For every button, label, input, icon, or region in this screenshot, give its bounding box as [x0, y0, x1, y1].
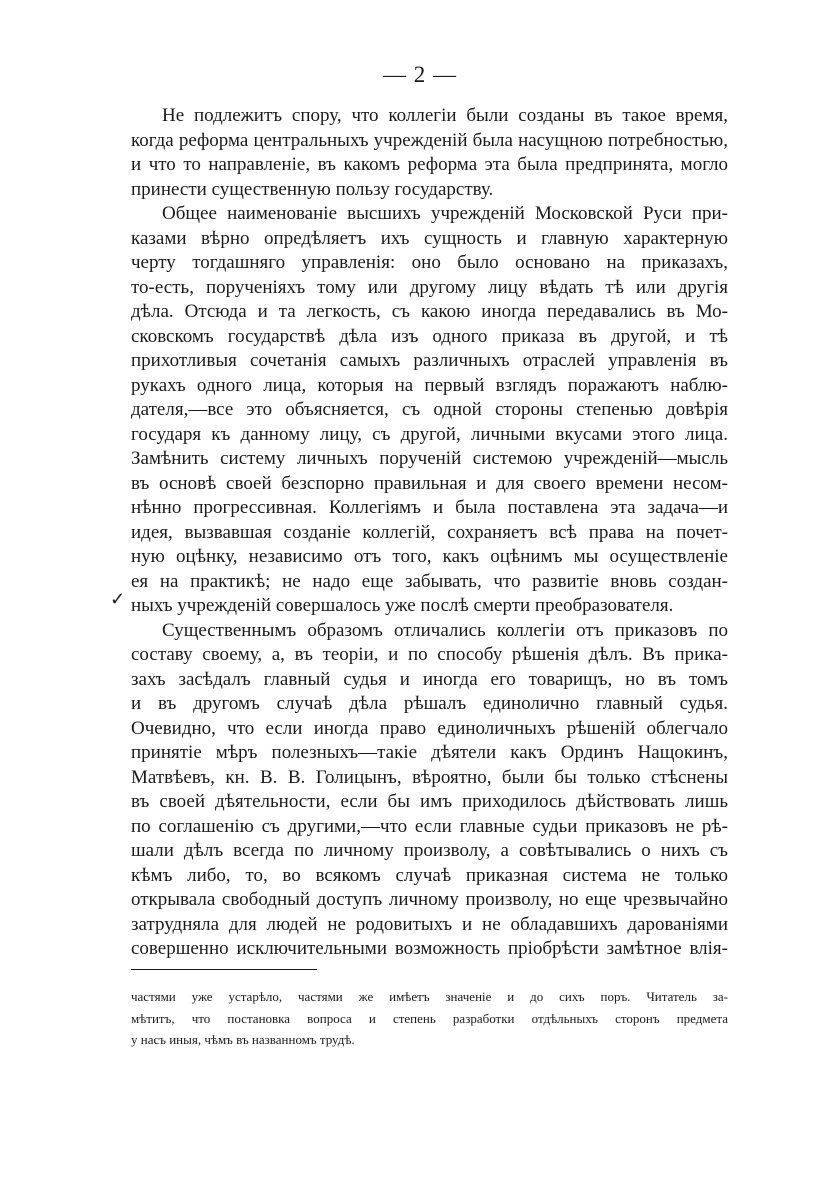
paragraph-2 — [131, 202, 728, 619]
text-line: составу своему, а, въ теоріи, и по способу рѣшенія дѣлъ. Въ прика- — [131, 644, 728, 665]
text-line: рукахъ одного лица, которыя на первый взглядъ поражаютъ наблю- — [131, 374, 728, 396]
text-line: ея на практикѣ; не надо еще забывать, что развитіе вновь создан- — [131, 570, 728, 592]
text-line: захъ засѣдалъ главный судья и иногда его товарищъ, но въ томъ — [131, 668, 728, 690]
text-line: казами вѣрно опредѣляетъ ихъ сущность и главную характерную — [131, 227, 728, 249]
text-line: Очевидно, что если иногда право единоличныхъ рѣшеній облегчало — [131, 717, 728, 739]
footnote — [131, 986, 728, 1051]
text-line: нѣнно прогрессивная. Коллегіямъ и была поставлена эта задача—и — [131, 497, 728, 518]
text-line: затрудняла для людей не родовитыхъ и не обладавшихъ дарованіями — [131, 913, 728, 935]
paragraph-1 — [131, 104, 728, 202]
text-line: дателя,—все это объясняется, съ одной стороны степенью довѣрія — [131, 399, 728, 420]
text-line: шали дѣлъ всегда по личному произволу, а совѣтывались о нихъ съ — [131, 840, 728, 861]
footnote-line: частями уже устарѣло, частями же имѣетъ значеніе и до сихъ поръ. Читатель за- — [131, 989, 728, 1004]
text-line: Замѣнить систему личныхъ порученій системою учрежденій—мысль — [131, 448, 728, 469]
page-number: — 2 — — [383, 62, 457, 87]
text-line: ныхъ учрежденій совершалось уже послѣ смерти преобразователя. — [131, 595, 674, 616]
text-line: когда реформа центральныхъ учрежденій была насущною потребностью, — [131, 129, 728, 151]
text-line: дѣла. Отсюда и та легкость, съ какою иногда передавались въ Мо- — [131, 301, 728, 322]
text-line: по соглашенію съ другими,—что если главные судьи приказовъ не рѣ- — [131, 815, 728, 837]
text-line: и въ другомъ случаѣ дѣла рѣшалъ единолично главный судья. — [131, 693, 728, 714]
text-line: сковскомъ государствѣ дѣла изъ одного приказа въ другой, и тѣ — [131, 325, 728, 347]
text-line: Матвѣевъ, кн. В. В. Голицынъ, вѣроятно, были бы только стѣснены — [131, 766, 728, 788]
text-line: въ своей дѣятельности, если бы имъ приходилось дѣйствовать лишь — [131, 791, 728, 812]
footnote-line: у насъ иныя, чѣмъ въ названномъ трудѣ. — [131, 1032, 355, 1047]
text-line: кѣмъ либо, то, во всякомъ случаѣ приказная система не только — [131, 864, 728, 886]
text-line: черту тогдашняго управленія: оно было основано на приказахъ, — [131, 252, 728, 273]
text-line: открывала свободный доступъ личному произволу, но еще чрезвычайно — [131, 889, 728, 910]
text-line: идея, вызвавшая созданіе коллегій, сохраняетъ всѣ права на почет- — [131, 521, 728, 543]
text-line: ную оцѣнку, независимо отъ того, какъ оцѣнимъ мы осуществленіе — [131, 546, 728, 567]
body-text — [131, 104, 728, 962]
footnote-line: мѣтитъ, что постановка вопроса и степень разработки отдѣльныхъ сторонъ предмета — [131, 1010, 728, 1026]
text-line: принести существенную пользу государству. — [131, 178, 494, 200]
text-line: совершенно исключительными возможность пріобрѣсти замѣтное влія- — [131, 938, 728, 959]
text-line: то-есть, порученіяхъ тому или другому лицу вѣдать тѣ или другія — [131, 276, 728, 298]
text-line: государя къ данному лицу, съ другой, личными вкусами этого лица. — [131, 423, 728, 445]
text-line: Существеннымъ образомъ отличались коллегіи отъ приказовъ по — [162, 619, 728, 641]
text-line: Общее наименованіе высшихъ учрежденій Московской Руси при- — [162, 203, 728, 224]
text-line: принятіе мѣръ полезныхъ—такіе дѣятели какъ Ординъ Нащокинъ, — [131, 742, 728, 763]
text-line: и что то направленіе, въ какомъ реформа эта была предпринята, могло — [131, 154, 728, 175]
text-line: прихотливыя сочетанія самыхъ различныхъ отраслей управленія въ — [131, 350, 728, 371]
margin-check-mark: ✓ — [110, 589, 126, 609]
footnote-divider — [131, 969, 317, 970]
paragraph-3 — [131, 619, 728, 962]
text-line: Не подлежитъ спору, что коллегіи были созданы въ такое время, — [162, 105, 728, 126]
text-line: въ основѣ своей безспорно правильная и для своего времени несом- — [131, 472, 728, 494]
